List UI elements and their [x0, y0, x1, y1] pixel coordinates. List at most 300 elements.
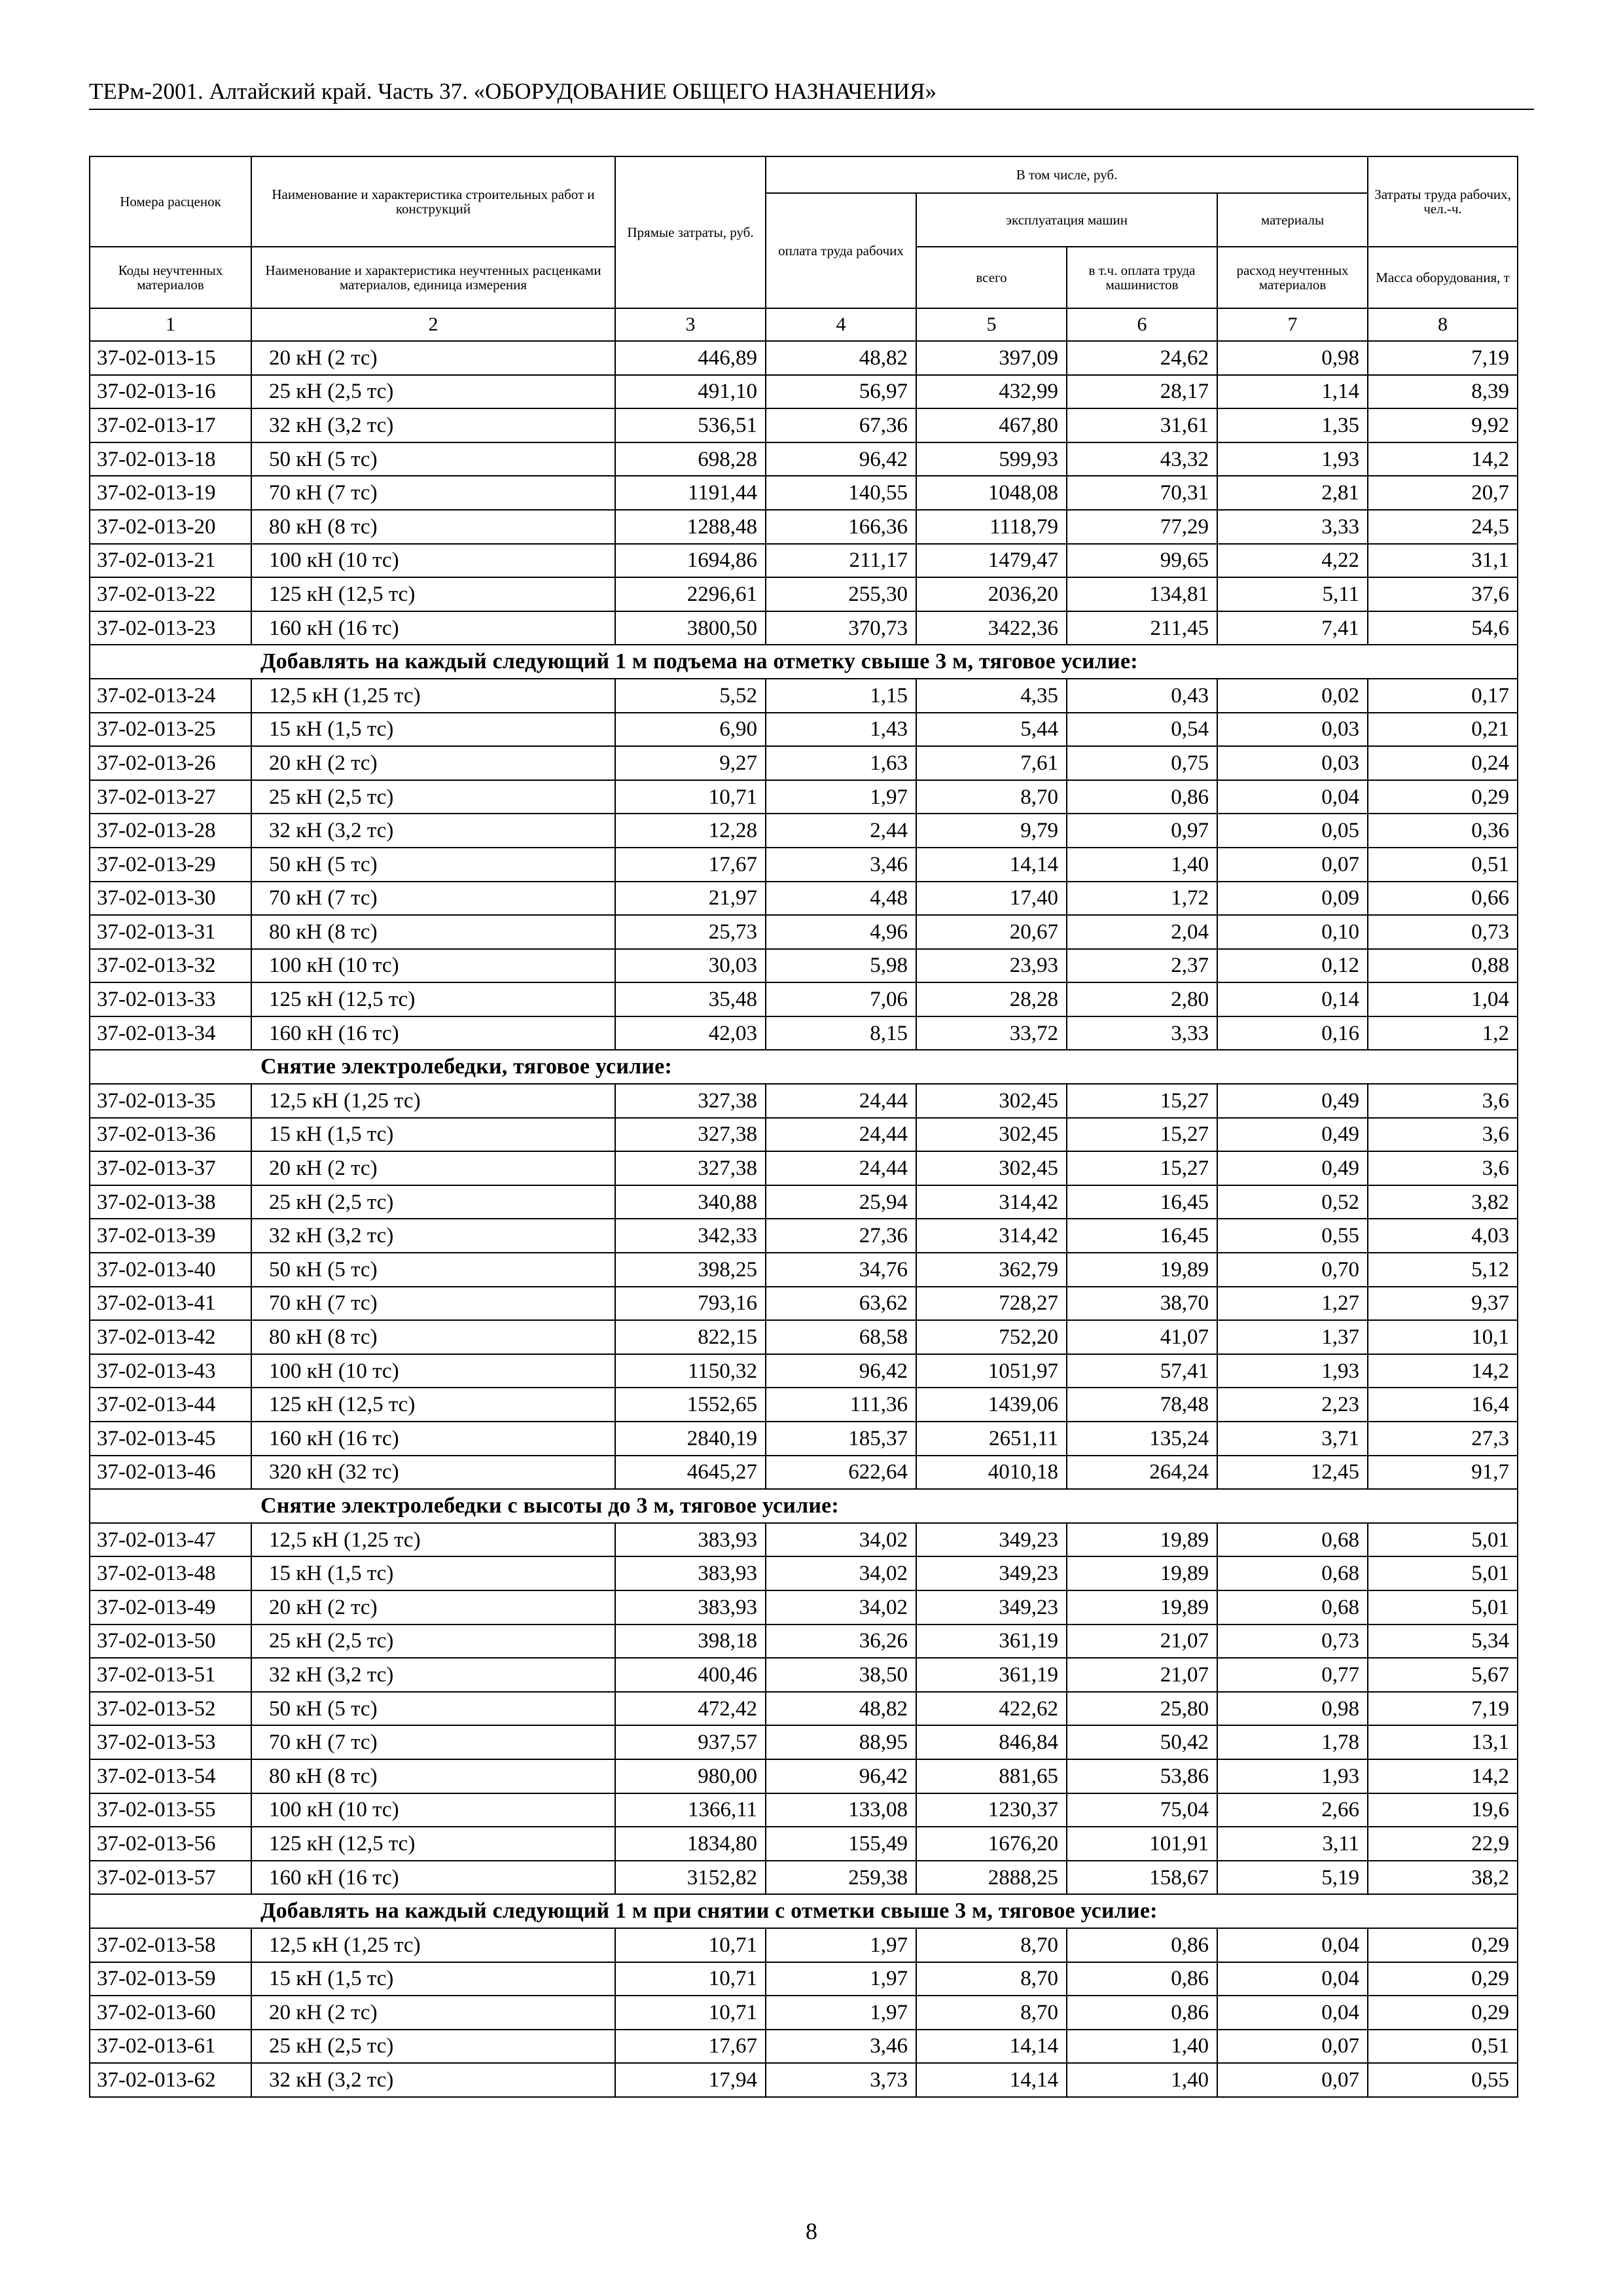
work-name-cell: 320 кН (32 тс): [251, 1456, 615, 1490]
machine-total-cell: 17,40: [916, 882, 1067, 916]
work-name-cell: 80 кН (8 тс): [251, 915, 615, 949]
rate-code-cell: 37-02-013-21: [90, 544, 251, 578]
direct-costs-cell: 3152,82: [615, 1861, 766, 1895]
equipment-mass-cell: 9,92: [1368, 408, 1518, 442]
machine-total-cell: 3422,36: [916, 611, 1067, 645]
labor-pay-cell: 24,44: [766, 1151, 916, 1185]
equipment-mass-cell: 0,21: [1368, 713, 1518, 747]
work-name-cell: 32 кН (3,2 тс): [251, 1219, 615, 1253]
labor-pay-cell: 111,36: [766, 1388, 916, 1422]
labor-costs-cell: 3,71: [1217, 1422, 1368, 1456]
labor-costs-cell: 5,19: [1217, 1861, 1368, 1895]
col-direct-costs: Прямые затраты, руб.: [615, 156, 766, 308]
labor-pay-cell: 96,42: [766, 1759, 916, 1793]
operators-pay-cell: 135,24: [1067, 1422, 1217, 1456]
table-row: [90, 679, 1518, 713]
direct-costs-cell: 793,16: [615, 1287, 766, 1321]
labor-pay-cell: 133,08: [766, 1793, 916, 1827]
labor-costs-cell: 0,68: [1217, 1523, 1368, 1557]
labor-costs-cell: 1,37: [1217, 1320, 1368, 1354]
labor-pay-cell: 38,50: [766, 1658, 916, 1692]
labor-pay-cell: 7,06: [766, 982, 916, 1016]
labor-costs-cell: 0,55: [1217, 1219, 1368, 1253]
direct-costs-cell: 446,89: [615, 341, 766, 375]
operators-pay-cell: 0,86: [1067, 1962, 1217, 1996]
labor-pay-cell: 48,82: [766, 341, 916, 375]
operators-pay-cell: 16,45: [1067, 1185, 1217, 1219]
table-row: [90, 1759, 1518, 1793]
machine-total-cell: 8,70: [916, 1996, 1067, 2030]
operators-pay-cell: 21,07: [1067, 1658, 1217, 1692]
labor-pay-cell: 255,30: [766, 577, 916, 611]
equipment-mass-cell: 1,04: [1368, 982, 1518, 1016]
table-row: [90, 1556, 1518, 1590]
direct-costs-cell: 327,38: [615, 1151, 766, 1185]
operators-pay-cell: 0,86: [1067, 780, 1217, 814]
direct-costs-cell: 30,03: [615, 949, 766, 983]
labor-pay-cell: 34,76: [766, 1253, 916, 1287]
machine-total-cell: 1051,97: [916, 1354, 1067, 1388]
work-name-cell: 160 кН (16 тс): [251, 1861, 615, 1895]
section-title: Добавлять на каждый следующий 1 м при снятии с отметки свыше 3 м, тяговое усилие:: [90, 1894, 1518, 1928]
col-materials: материалы: [1217, 193, 1368, 247]
equipment-mass-cell: 54,6: [1368, 611, 1518, 645]
column-number: 2: [251, 308, 615, 341]
table-row: [90, 713, 1518, 747]
equipment-mass-cell: 0,73: [1368, 915, 1518, 949]
machine-total-cell: 349,23: [916, 1523, 1067, 1557]
table-row: [90, 341, 1518, 375]
table-header: [90, 156, 1518, 341]
table-row: [90, 1219, 1518, 1253]
col-machine-operation: эксплуатация машин: [916, 193, 1217, 247]
section-title: Снятие электролебедки, тяговое усилие:: [90, 1050, 1518, 1084]
table-row: [90, 949, 1518, 983]
machine-total-cell: 599,93: [916, 442, 1067, 476]
work-name-cell: 15 кН (1,5 тс): [251, 1556, 615, 1590]
equipment-mass-cell: 5,34: [1368, 1624, 1518, 1659]
labor-pay-cell: 166,36: [766, 510, 916, 544]
machine-total-cell: 432,99: [916, 375, 1067, 409]
operators-pay-cell: 19,89: [1067, 1253, 1217, 1287]
direct-costs-cell: 937,57: [615, 1725, 766, 1759]
labor-pay-cell: 88,95: [766, 1725, 916, 1759]
work-name-cell: 20 кН (2 тс): [251, 746, 615, 780]
rate-code-cell: 37-02-013-16: [90, 375, 251, 409]
machine-total-cell: 302,45: [916, 1118, 1067, 1152]
operators-pay-cell: 0,97: [1067, 814, 1217, 848]
operators-pay-cell: 15,27: [1067, 1084, 1217, 1118]
table-row: [90, 1084, 1518, 1118]
operators-pay-cell: 0,86: [1067, 1928, 1217, 1962]
labor-costs-cell: 0,04: [1217, 1996, 1368, 2030]
equipment-mass-cell: 7,19: [1368, 341, 1518, 375]
direct-costs-cell: 472,42: [615, 1692, 766, 1726]
operators-pay-cell: 0,75: [1067, 746, 1217, 780]
machine-total-cell: 7,61: [916, 746, 1067, 780]
operators-pay-cell: 3,33: [1067, 1016, 1217, 1050]
table-row: [90, 544, 1518, 578]
labor-costs-cell: 0,77: [1217, 1658, 1368, 1692]
rate-code-cell: 37-02-013-23: [90, 611, 251, 645]
equipment-mass-cell: 5,01: [1368, 1590, 1518, 1624]
labor-pay-cell: 1,43: [766, 713, 916, 747]
table-row: [90, 1456, 1518, 1490]
column-number: 5: [916, 308, 1067, 341]
direct-costs-cell: 383,93: [615, 1590, 766, 1624]
rates-table-container: [89, 156, 1517, 2098]
rate-code-cell: 37-02-013-33: [90, 982, 251, 1016]
labor-costs-cell: 0,70: [1217, 1253, 1368, 1287]
labor-pay-cell: 1,15: [766, 679, 916, 713]
work-name-cell: 12,5 кН (1,25 тс): [251, 1523, 615, 1557]
direct-costs-cell: 3800,50: [615, 611, 766, 645]
table-row: [90, 408, 1518, 442]
labor-costs-cell: 0,03: [1217, 746, 1368, 780]
rate-code-cell: 37-02-013-32: [90, 949, 251, 983]
machine-total-cell: 8,70: [916, 1928, 1067, 1962]
operators-pay-cell: 19,89: [1067, 1556, 1217, 1590]
labor-costs-cell: 0,12: [1217, 949, 1368, 983]
machine-total-cell: 361,19: [916, 1624, 1067, 1659]
work-name-cell: 25 кН (2,5 тс): [251, 780, 615, 814]
machine-total-cell: 728,27: [916, 1287, 1067, 1321]
rate-code-cell: 37-02-013-42: [90, 1320, 251, 1354]
page-header: ТЕРм-2001. Алтайский край. Часть 37. «ОБОРУДОВАНИЕ ОБЩЕГО НАЗНАЧЕНИЯ»: [89, 79, 937, 104]
operators-pay-cell: 28,17: [1067, 375, 1217, 409]
table-row: [90, 1354, 1518, 1388]
labor-costs-cell: 3,33: [1217, 510, 1368, 544]
direct-costs-cell: 10,71: [615, 780, 766, 814]
table-row: [90, 2063, 1518, 2097]
equipment-mass-cell: 13,1: [1368, 1725, 1518, 1759]
table-row: [90, 1287, 1518, 1321]
work-name-cell: 70 кН (7 тс): [251, 882, 615, 916]
work-name-cell: 100 кН (10 тс): [251, 949, 615, 983]
equipment-mass-cell: 0,29: [1368, 1928, 1518, 1962]
work-name-cell: 12,5 кН (1,25 тс): [251, 1928, 615, 1962]
labor-costs-cell: 0,16: [1217, 1016, 1368, 1050]
machine-total-cell: 14,14: [916, 848, 1067, 882]
labor-costs-cell: 2,81: [1217, 476, 1368, 510]
direct-costs-cell: 1694,86: [615, 544, 766, 578]
operators-pay-cell: 1,40: [1067, 848, 1217, 882]
machine-total-cell: 314,42: [916, 1185, 1067, 1219]
section-title: Добавлять на каждый следующий 1 м подъема на отметку свыше 3 м, тяговое усилие:: [90, 645, 1518, 679]
operators-pay-cell: 53,86: [1067, 1759, 1217, 1793]
equipment-mass-cell: 5,67: [1368, 1658, 1518, 1692]
direct-costs-cell: 980,00: [615, 1759, 766, 1793]
labor-costs-cell: 0,04: [1217, 1962, 1368, 1996]
direct-costs-cell: 6,90: [615, 713, 766, 747]
direct-costs-cell: 536,51: [615, 408, 766, 442]
labor-costs-cell: 2,66: [1217, 1793, 1368, 1827]
operators-pay-cell: 2,04: [1067, 915, 1217, 949]
rate-code-cell: 37-02-013-36: [90, 1118, 251, 1152]
section-row: [90, 1050, 1518, 1084]
table-row: [90, 1962, 1518, 1996]
direct-costs-cell: 21,97: [615, 882, 766, 916]
machine-total-cell: 5,44: [916, 713, 1067, 747]
machine-total-cell: 1439,06: [916, 1388, 1067, 1422]
work-name-cell: 50 кН (5 тс): [251, 442, 615, 476]
rate-code-cell: 37-02-013-55: [90, 1793, 251, 1827]
table-row: [90, 1118, 1518, 1152]
operators-pay-cell: 101,91: [1067, 1827, 1217, 1861]
operators-pay-cell: 1,72: [1067, 882, 1217, 916]
work-name-cell: 32 кН (3,2 тс): [251, 814, 615, 848]
machine-total-cell: 4010,18: [916, 1456, 1067, 1490]
direct-costs-cell: 17,67: [615, 848, 766, 882]
table-row: [90, 1388, 1518, 1422]
equipment-mass-cell: 3,6: [1368, 1118, 1518, 1152]
operators-pay-cell: 57,41: [1067, 1354, 1217, 1388]
labor-costs-cell: 0,49: [1217, 1151, 1368, 1185]
table-row: [90, 442, 1518, 476]
labor-costs-cell: 0,68: [1217, 1556, 1368, 1590]
work-name-cell: 20 кН (2 тс): [251, 1590, 615, 1624]
direct-costs-cell: 327,38: [615, 1118, 766, 1152]
work-name-cell: 70 кН (7 тс): [251, 1287, 615, 1321]
work-name-cell: 25 кН (2,5 тс): [251, 2030, 615, 2064]
equipment-mass-cell: 3,6: [1368, 1084, 1518, 1118]
work-name-cell: 15 кН (1,5 тс): [251, 1962, 615, 1996]
direct-costs-cell: 42,03: [615, 1016, 766, 1050]
col-material-codes: Коды неучтенных материалов: [90, 247, 251, 308]
table-row: [90, 848, 1518, 882]
machine-total-cell: 881,65: [916, 1759, 1067, 1793]
col-material-name: Наименование и характеристика неучтенных расценками материалов, единица измерения: [251, 247, 615, 308]
work-name-cell: 12,5 кН (1,25 тс): [251, 1084, 615, 1118]
work-name-cell: 125 кН (12,5 тс): [251, 1827, 615, 1861]
machine-total-cell: 422,62: [916, 1692, 1067, 1726]
labor-pay-cell: 3,46: [766, 848, 916, 882]
direct-costs-cell: 4645,27: [615, 1456, 766, 1490]
labor-costs-cell: 4,22: [1217, 544, 1368, 578]
labor-costs-cell: 0,68: [1217, 1590, 1368, 1624]
operators-pay-cell: 31,61: [1067, 408, 1217, 442]
col-labor-pay: оплата труда рабочих: [766, 193, 916, 308]
rate-code-cell: 37-02-013-41: [90, 1287, 251, 1321]
labor-pay-cell: 3,73: [766, 2063, 916, 2097]
direct-costs-cell: 1552,65: [615, 1388, 766, 1422]
machine-total-cell: 1048,08: [916, 476, 1067, 510]
equipment-mass-cell: 4,03: [1368, 1219, 1518, 1253]
work-name-cell: 125 кН (12,5 тс): [251, 577, 615, 611]
table-row: [90, 375, 1518, 409]
equipment-mass-cell: 7,19: [1368, 1692, 1518, 1726]
direct-costs-cell: 2296,61: [615, 577, 766, 611]
labor-pay-cell: 24,44: [766, 1118, 916, 1152]
machine-total-cell: 349,23: [916, 1556, 1067, 1590]
rate-code-cell: 37-02-013-59: [90, 1962, 251, 1996]
col-total: всего: [916, 247, 1067, 308]
work-name-cell: 15 кН (1,5 тс): [251, 1118, 615, 1152]
table-row: [90, 1624, 1518, 1659]
work-name-cell: 12,5 кН (1,25 тс): [251, 679, 615, 713]
operators-pay-cell: 0,86: [1067, 1996, 1217, 2030]
table-row: [90, 1928, 1518, 1962]
work-name-cell: 160 кН (16 тс): [251, 611, 615, 645]
equipment-mass-cell: 8,39: [1368, 375, 1518, 409]
work-name-cell: 25 кН (2,5 тс): [251, 375, 615, 409]
work-name-cell: 70 кН (7 тс): [251, 476, 615, 510]
table-row: [90, 1422, 1518, 1456]
operators-pay-cell: 134,81: [1067, 577, 1217, 611]
table-body: [90, 341, 1518, 2097]
labor-costs-cell: 0,09: [1217, 882, 1368, 916]
rate-code-cell: 37-02-013-39: [90, 1219, 251, 1253]
rate-code-cell: 37-02-013-62: [90, 2063, 251, 2097]
rate-code-cell: 37-02-013-38: [90, 1185, 251, 1219]
labor-pay-cell: 1,97: [766, 1962, 916, 1996]
machine-total-cell: 23,93: [916, 949, 1067, 983]
labor-pay-cell: 5,98: [766, 949, 916, 983]
work-name-cell: 20 кН (2 тс): [251, 1151, 615, 1185]
operators-pay-cell: 19,89: [1067, 1590, 1217, 1624]
rate-code-cell: 37-02-013-35: [90, 1084, 251, 1118]
rate-code-cell: 37-02-013-19: [90, 476, 251, 510]
direct-costs-cell: 2840,19: [615, 1422, 766, 1456]
labor-pay-cell: 370,73: [766, 611, 916, 645]
labor-pay-cell: 27,36: [766, 1219, 916, 1253]
labor-pay-cell: 25,94: [766, 1185, 916, 1219]
table-row: [90, 510, 1518, 544]
rate-code-cell: 37-02-013-56: [90, 1827, 251, 1861]
labor-costs-cell: 0,07: [1217, 2030, 1368, 2064]
labor-costs-cell: 0,10: [1217, 915, 1368, 949]
direct-costs-cell: 491,10: [615, 375, 766, 409]
col-material-consumption: расход неучтенных материалов: [1217, 247, 1368, 308]
labor-pay-cell: 211,17: [766, 544, 916, 578]
machine-total-cell: 467,80: [916, 408, 1067, 442]
equipment-mass-cell: 14,2: [1368, 442, 1518, 476]
equipment-mass-cell: 5,12: [1368, 1253, 1518, 1287]
table-row: [90, 915, 1518, 949]
rate-code-cell: 37-02-013-61: [90, 2030, 251, 2064]
direct-costs-cell: 12,28: [615, 814, 766, 848]
labor-pay-cell: 259,38: [766, 1861, 916, 1895]
equipment-mass-cell: 0,17: [1368, 679, 1518, 713]
operators-pay-cell: 77,29: [1067, 510, 1217, 544]
operators-pay-cell: 38,70: [1067, 1287, 1217, 1321]
machine-total-cell: 33,72: [916, 1016, 1067, 1050]
labor-costs-cell: 0,03: [1217, 713, 1368, 747]
labor-costs-cell: 1,78: [1217, 1725, 1368, 1759]
machine-total-cell: 9,79: [916, 814, 1067, 848]
operators-pay-cell: 21,07: [1067, 1624, 1217, 1659]
work-name-cell: 20 кН (2 тс): [251, 1996, 615, 2030]
operators-pay-cell: 15,27: [1067, 1151, 1217, 1185]
table-row: [90, 1016, 1518, 1050]
rate-code-cell: 37-02-013-29: [90, 848, 251, 882]
equipment-mass-cell: 20,7: [1368, 476, 1518, 510]
equipment-mass-cell: 0,66: [1368, 882, 1518, 916]
labor-pay-cell: 3,46: [766, 2030, 916, 2064]
labor-costs-cell: 1,35: [1217, 408, 1368, 442]
labor-costs-cell: 0,49: [1217, 1084, 1368, 1118]
work-name-cell: 80 кН (8 тс): [251, 1320, 615, 1354]
machine-total-cell: 1479,47: [916, 544, 1067, 578]
direct-costs-cell: 327,38: [615, 1084, 766, 1118]
equipment-mass-cell: 91,7: [1368, 1456, 1518, 1490]
labor-pay-cell: 4,48: [766, 882, 916, 916]
work-name-cell: 100 кН (10 тс): [251, 1354, 615, 1388]
table-row: [90, 982, 1518, 1016]
labor-pay-cell: 34,02: [766, 1556, 916, 1590]
labor-costs-cell: 1,93: [1217, 442, 1368, 476]
direct-costs-cell: 25,73: [615, 915, 766, 949]
equipment-mass-cell: 14,2: [1368, 1354, 1518, 1388]
machine-total-cell: 1230,37: [916, 1793, 1067, 1827]
column-number: 1: [90, 308, 251, 341]
operators-pay-cell: 99,65: [1067, 544, 1217, 578]
labor-pay-cell: 34,02: [766, 1523, 916, 1557]
operators-pay-cell: 43,32: [1067, 442, 1217, 476]
table-row: [90, 1861, 1518, 1895]
machine-total-cell: 2888,25: [916, 1861, 1067, 1895]
labor-costs-cell: 0,02: [1217, 679, 1368, 713]
section-title: Снятие электролебедки с высоты до 3 м, тяговое усилие:: [90, 1489, 1518, 1523]
direct-costs-cell: 1191,44: [615, 476, 766, 510]
direct-costs-cell: 1366,11: [615, 1793, 766, 1827]
work-name-cell: 32 кН (3,2 тс): [251, 1658, 615, 1692]
labor-pay-cell: 185,37: [766, 1422, 916, 1456]
equipment-mass-cell: 0,88: [1368, 949, 1518, 983]
machine-total-cell: 20,67: [916, 915, 1067, 949]
work-name-cell: 50 кН (5 тс): [251, 1253, 615, 1287]
section-row: [90, 1894, 1518, 1928]
column-number: 7: [1217, 308, 1368, 341]
col-operators-pay: в т.ч. оплата труда машинистов: [1067, 247, 1217, 308]
equipment-mass-cell: 0,24: [1368, 746, 1518, 780]
labor-costs-cell: 7,41: [1217, 611, 1368, 645]
equipment-mass-cell: 24,5: [1368, 510, 1518, 544]
labor-pay-cell: 96,42: [766, 1354, 916, 1388]
table-row: [90, 1996, 1518, 2030]
machine-total-cell: 397,09: [916, 341, 1067, 375]
work-name-cell: 100 кН (10 тс): [251, 544, 615, 578]
labor-pay-cell: 2,44: [766, 814, 916, 848]
table-row: [90, 1658, 1518, 1692]
work-name-cell: 80 кН (8 тс): [251, 1759, 615, 1793]
machine-total-cell: 8,70: [916, 1962, 1067, 1996]
work-name-cell: 160 кН (16 тс): [251, 1016, 615, 1050]
labor-costs-cell: 0,73: [1217, 1624, 1368, 1659]
labor-costs-cell: 12,45: [1217, 1456, 1368, 1490]
machine-total-cell: 846,84: [916, 1725, 1067, 1759]
operators-pay-cell: 25,80: [1067, 1692, 1217, 1726]
labor-pay-cell: 24,44: [766, 1084, 916, 1118]
direct-costs-cell: 10,71: [615, 1996, 766, 2030]
rate-code-cell: 37-02-013-44: [90, 1388, 251, 1422]
labor-pay-cell: 68,58: [766, 1320, 916, 1354]
rate-code-cell: 37-02-013-18: [90, 442, 251, 476]
labor-pay-cell: 36,26: [766, 1624, 916, 1659]
machine-total-cell: 752,20: [916, 1320, 1067, 1354]
rate-code-cell: 37-02-013-60: [90, 1996, 251, 2030]
direct-costs-cell: 400,46: [615, 1658, 766, 1692]
labor-pay-cell: 56,97: [766, 375, 916, 409]
operators-pay-cell: 1,40: [1067, 2063, 1217, 2097]
rate-code-cell: 37-02-013-58: [90, 1928, 251, 1962]
col-equipment-mass: Масса оборудования, т: [1368, 247, 1518, 308]
machine-total-cell: 1676,20: [916, 1827, 1067, 1861]
labor-costs-cell: 0,98: [1217, 1692, 1368, 1726]
rate-code-cell: 37-02-013-34: [90, 1016, 251, 1050]
labor-costs-cell: 1,14: [1217, 375, 1368, 409]
machine-total-cell: 2036,20: [916, 577, 1067, 611]
